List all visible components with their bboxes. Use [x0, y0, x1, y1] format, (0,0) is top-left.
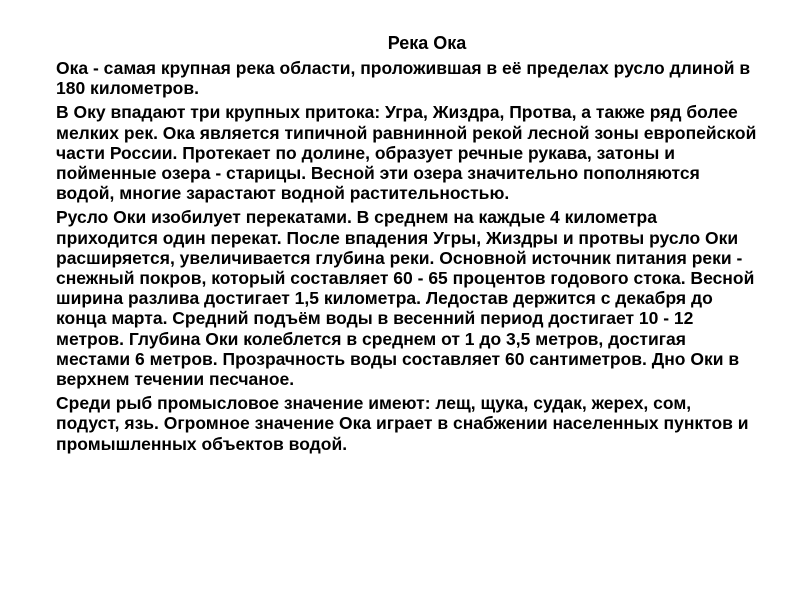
document-title: Река Ока	[387, 33, 467, 53]
paragraph-tributaries: В Оку впадают три крупных притока: Угра, Жиздра, Протва, а также ряд более мелких рек. Ока является типичной равнинной рекой лесной зоны европейской части России. Протекает по долине, образует речные рукава, затоны и пойменные озера - старицы. Весной эти озера значительно пополняются водой, многие зарастают водной растительностью.	[56, 102, 757, 204]
paragraph-fish: Среди рыб промысловое значение имеют: лещ, щука, судак, жерех, сом, подуст, язь. Огромное значение Ока играет в снабжении населенных пунктов и промышленных объектов водой.	[56, 393, 749, 454]
paragraph-riverbed: Русло Оки изобилует перекатами. В среднем на каждые 4 километра приходится один перекат. После впадения Угры, Жиздры и протвы русло Оки расширяется, увеличивается глубина реки. Основной источник питания реки - снежный покров, который составляет 60 - 65 процентов годового стока. Весной ширина разлива достигает 1,5 километра. Ледостав держится с декабря до конца марта. Средний подъём воды в весенний период достигает 10 - 12 метров. Глубина Оки колеблется в среднем от 1 до 3,5 метров, достигая местами 6 метров. Прозрачность воды составляет 60 сантиметров. Дно Оки в верхнем течении песчаное.	[56, 207, 755, 390]
paragraph-intro: Ока - самая крупная река области, проложившая в её пределах русло длиной в 180 километров.	[56, 58, 751, 99]
